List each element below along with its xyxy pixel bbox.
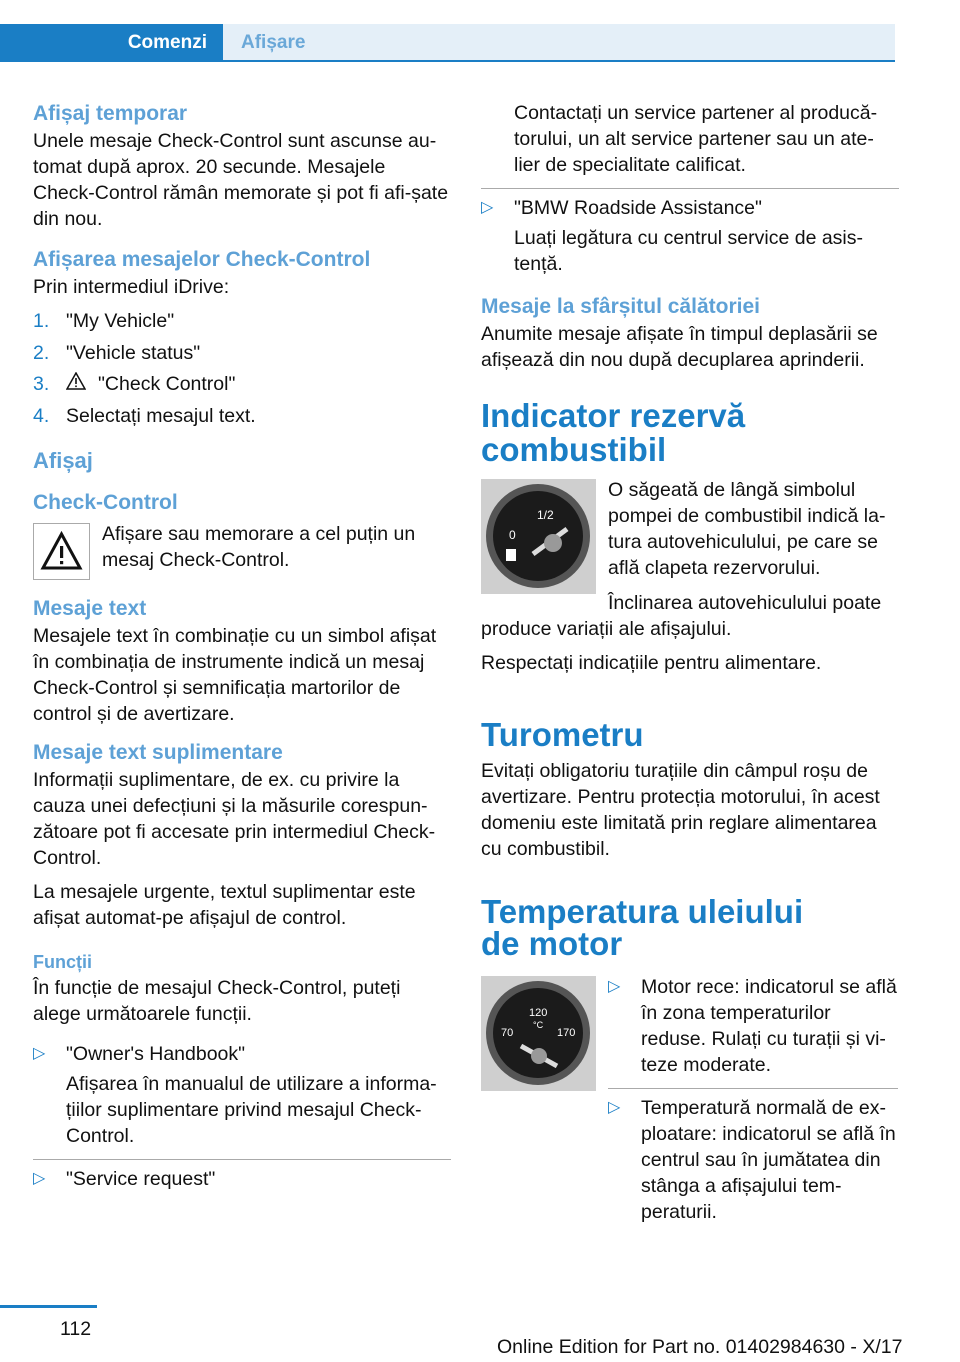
heading-indicator-rezerva: Indicator rezervă combustibil bbox=[481, 397, 746, 468]
svg-text:70: 70 bbox=[501, 1027, 514, 1039]
steps-list bbox=[33, 308, 451, 429]
list-item: 4. Selectați mesajul text. bbox=[33, 404, 256, 427]
paragraph: Evitați obligatoriu turațiile din câmpul roșu de avertizare. Pentru protecția motorului, în acest domeniu este limitată prin reglare alimentarea cu combustibil. bbox=[481, 760, 880, 860]
heading-functii: Funcții bbox=[33, 951, 92, 972]
paragraph: Înclinarea autovehiculului poate produce variații ale afișajului. bbox=[481, 592, 882, 640]
tab-afisare[interactable]: Afișare bbox=[223, 24, 895, 62]
triangle-bullet-icon: ▷ bbox=[608, 1099, 621, 1116]
paragraph: Afișare sau memorare a cel puțin un mesaj Check-Control. bbox=[102, 522, 416, 571]
header-tabs bbox=[0, 24, 895, 62]
tab-comenzi[interactable]: Comenzi bbox=[0, 24, 223, 62]
function-item: ▷ "Service request" bbox=[33, 1160, 451, 1202]
svg-text:170: 170 bbox=[557, 1027, 576, 1039]
edition-note: Online Edition for Part no. 01402984630 - X/17 bbox=[497, 1336, 903, 1358]
triangle-bullet-icon: ▷ bbox=[33, 1169, 46, 1187]
oil-temperature-gauge-image bbox=[481, 976, 596, 1091]
warning-triangle-icon bbox=[66, 371, 88, 397]
heading-temperatura-ulei: Temperatura uleiului de motor bbox=[481, 893, 804, 962]
page-number: 112 bbox=[60, 1318, 92, 1340]
heading-mesaje-sfarsit: Mesaje la sfârșitul călătoriei bbox=[481, 295, 760, 318]
triangle-bullet-icon: ▷ bbox=[33, 1044, 46, 1062]
check-control-row bbox=[33, 521, 451, 581]
fuel-gauge-image bbox=[481, 479, 596, 594]
triangle-bullet-icon: ▷ bbox=[608, 978, 621, 995]
heading-check-control: Check-Control bbox=[33, 490, 178, 514]
function-item: ▷ "BMW Roadside Assistance" Luați legătura cu centrul service de asis-tență. bbox=[481, 189, 899, 287]
paragraph: La mesajele urgente, textul suplimentar este afișat automat-pe afișajul de control. bbox=[33, 880, 416, 929]
heading-afisaj: Afișaj bbox=[33, 447, 93, 473]
footer-divider bbox=[0, 1305, 97, 1308]
svg-text:0: 0 bbox=[509, 528, 516, 542]
paragraph: Unele mesaje Check-Control sunt ascunse au-tomat după aprox. 20 secunde. Mesajele Check-Control rămân memorate și pot fi afi-șate din nou. bbox=[33, 130, 449, 230]
paragraph: Respectați indicațiile pentru alimentare. bbox=[481, 652, 822, 674]
right-column bbox=[481, 100, 899, 1235]
svg-text:1/2: 1/2 bbox=[537, 508, 554, 522]
function-item: ▷ "Owner's Handbook" Afișarea în manualul de utilizare a informa-țiilor suplimentare privind mesajul Check-Control. bbox=[33, 1035, 451, 1160]
paragraph: Anumite mesaje afișate în timpul deplasării se afișează din nou după decuplarea aprinderii. bbox=[481, 323, 878, 371]
list-item: 3. "Check Control" bbox=[33, 373, 236, 395]
list-item: 1. "My Vehicle" bbox=[33, 310, 175, 332]
heading-turometru: Turometru bbox=[481, 716, 644, 753]
oil-item: ▷ Motor rece: indicatorul se află în zona temperaturilor reduse. Rulați cu turații și vi-teze moderate. bbox=[608, 974, 898, 1089]
fuel-gauge-row bbox=[481, 477, 899, 594]
paragraph: Informații suplimentare, de ex. cu privire la cauza unei defecțiuni și la măsurile corespun-zătoare pot fi accesate prin intermediul Check-Control. bbox=[33, 768, 436, 869]
paragraph: Mesajele text în combinație cu un simbol afișat în combinația de instrumente indică un mesaj Check-Control și semnificația martorilor de control și de avertizare. bbox=[33, 624, 437, 725]
svg-text:°C: °C bbox=[533, 1020, 544, 1030]
list-item: 2. "Vehicle status" bbox=[33, 341, 201, 364]
paragraph: În funcție de mesajul Check-Control, puteți alege următoarele funcții. bbox=[33, 976, 401, 1025]
paragraph: O săgeată de lângă simbolul pompei de combustibil indică la-tura autovehiculului, pe care se află clapeta rezervorului. bbox=[608, 479, 886, 579]
function-item-continued: Contactați un service partener al producă-torului, un alt service partener sau un ate-lier de specialitate calificat. bbox=[481, 100, 899, 189]
heading-mesaje-suplimentare: Mesaje text suplimentare bbox=[33, 740, 283, 764]
heading-afisaj-temporar: Afișaj temporar bbox=[33, 102, 188, 125]
triangle-bullet-icon: ▷ bbox=[481, 199, 494, 216]
svg-text:120: 120 bbox=[529, 1007, 548, 1019]
heading-mesaje-text: Mesaje text bbox=[33, 596, 147, 620]
left-column bbox=[33, 100, 451, 1202]
paragraph: Prin intermediul iDrive: bbox=[33, 276, 230, 298]
header-divider bbox=[0, 60, 895, 62]
oil-item: ▷ Temperatură normală de ex-ploatare: indicatorul se află în centrul sau în jumătatea din stânga a afișajului tem-peraturii. bbox=[608, 1089, 898, 1235]
oil-gauge-row bbox=[481, 974, 899, 1235]
heading-afisarea-mesajelor: Afișarea mesajelor Check-Control bbox=[33, 248, 371, 271]
warning-triangle-icon bbox=[33, 523, 90, 580]
